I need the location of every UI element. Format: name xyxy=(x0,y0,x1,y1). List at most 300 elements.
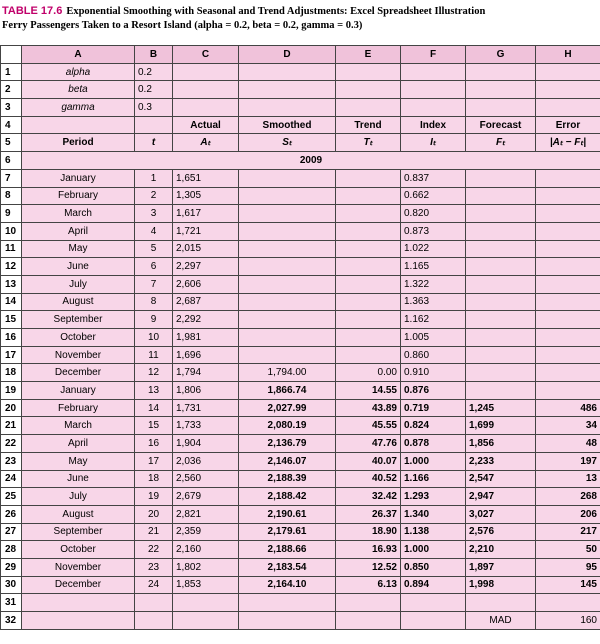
t-cell: 24 xyxy=(135,576,173,594)
t-cell: 8 xyxy=(135,293,173,311)
empty-cell xyxy=(173,612,239,630)
trend-cell: 43.89 xyxy=(336,399,401,417)
year-label: 2009 xyxy=(22,152,600,170)
table-row xyxy=(1,364,600,382)
empty-cell xyxy=(135,612,173,630)
row-number: 11 xyxy=(1,240,22,258)
empty-cell xyxy=(173,594,239,612)
forecast-cell xyxy=(466,329,536,347)
actual-header: Actual xyxy=(173,116,239,134)
index-cell: 1.340 xyxy=(401,505,466,523)
smoothed-cell: 2,188.66 xyxy=(239,541,336,559)
forecast-cell xyxy=(466,275,536,293)
column-letter: A xyxy=(22,46,135,64)
empty-cell xyxy=(239,612,336,630)
error-cell xyxy=(536,311,600,329)
trend-cell: 32.42 xyxy=(336,488,401,506)
forecast-cell: 1,856 xyxy=(466,435,536,453)
error-cell xyxy=(536,169,600,187)
spreadsheet xyxy=(0,45,600,630)
period-cell: January xyxy=(22,169,135,187)
period-cell: January xyxy=(22,382,135,400)
table-row xyxy=(1,523,600,541)
t-cell: 5 xyxy=(135,240,173,258)
row-number: 7 xyxy=(1,169,22,187)
empty-cell xyxy=(536,594,600,612)
table-row xyxy=(1,222,600,240)
period-cell: March xyxy=(22,205,135,223)
period-cell: August xyxy=(22,505,135,523)
caption-line-2 xyxy=(2,19,598,33)
row-number: 23 xyxy=(1,452,22,470)
actual-cell: 2,359 xyxy=(173,523,239,541)
row-number: 6 xyxy=(1,152,22,170)
smoothed-cell: 2,179.61 xyxy=(239,523,336,541)
row-number: 13 xyxy=(1,275,22,293)
table-row xyxy=(1,435,600,453)
column-letter: G xyxy=(466,46,536,64)
trend-cell: 14.55 xyxy=(336,382,401,400)
column-letter: D xyxy=(239,46,336,64)
period-cell: November xyxy=(22,558,135,576)
index-cell: 1.005 xyxy=(401,329,466,347)
row-number: 22 xyxy=(1,435,22,453)
table-row xyxy=(1,275,600,293)
forecast-header: Forecast xyxy=(466,116,536,134)
smoothed-cell xyxy=(239,275,336,293)
period-cell: February xyxy=(22,187,135,205)
trend-cell xyxy=(336,311,401,329)
row-number: 8 xyxy=(1,187,22,205)
smoothed-cell: 2,136.79 xyxy=(239,435,336,453)
trend-cell: 12.52 xyxy=(336,558,401,576)
param-name: gamma xyxy=(22,99,135,117)
forecast-cell xyxy=(466,205,536,223)
forecast-cell xyxy=(466,346,536,364)
smoothed-cell xyxy=(239,346,336,364)
t-cell: 18 xyxy=(135,470,173,488)
caption-line-1 xyxy=(2,4,598,19)
trend-cell: 18.90 xyxy=(336,523,401,541)
error-cell xyxy=(536,222,600,240)
row-number: 15 xyxy=(1,311,22,329)
row-number: 20 xyxy=(1,399,22,417)
index-cell: 0.837 xyxy=(401,169,466,187)
empty-cell xyxy=(401,63,466,81)
forecast-cell: 1,699 xyxy=(466,417,536,435)
param-row xyxy=(1,81,600,99)
empty-row xyxy=(1,594,600,612)
error-cell: 197 xyxy=(536,452,600,470)
table-row xyxy=(1,470,600,488)
error-cell xyxy=(536,275,600,293)
caption-title: Exponential Smoothing with Seasonal and Trend Adjustments: Excel Spreadsheet Illustration xyxy=(66,6,486,17)
smoothed-cell: 2,190.61 xyxy=(239,505,336,523)
error-cell xyxy=(536,258,600,276)
header-row-4 xyxy=(1,116,600,134)
t-cell: 9 xyxy=(135,311,173,329)
index-cell: 0.860 xyxy=(401,346,466,364)
row-number: 32 xyxy=(1,612,22,630)
row-number: 19 xyxy=(1,382,22,400)
index-symbol: Iₜ xyxy=(401,134,466,152)
empty-cell xyxy=(22,594,135,612)
t-cell: 12 xyxy=(135,364,173,382)
empty-cell xyxy=(466,594,536,612)
actual-cell: 2,687 xyxy=(173,293,239,311)
header-row-5 xyxy=(1,134,600,152)
period-cell: December xyxy=(22,576,135,594)
index-cell: 1.162 xyxy=(401,311,466,329)
forecast-cell xyxy=(466,258,536,276)
forecast-cell: 2,233 xyxy=(466,452,536,470)
empty-cell xyxy=(239,81,336,99)
t-cell: 3 xyxy=(135,205,173,223)
forecast-cell: 3,027 xyxy=(466,505,536,523)
index-cell: 0.662 xyxy=(401,187,466,205)
trend-cell xyxy=(336,169,401,187)
t-cell: 23 xyxy=(135,558,173,576)
trend-cell xyxy=(336,346,401,364)
table-row xyxy=(1,329,600,347)
t-cell: 4 xyxy=(135,222,173,240)
row-number: 24 xyxy=(1,470,22,488)
error-header: Error xyxy=(536,116,600,134)
empty-cell xyxy=(536,99,600,117)
row-number: 28 xyxy=(1,541,22,559)
period-cell: August xyxy=(22,293,135,311)
smoothed-cell xyxy=(239,311,336,329)
table-row xyxy=(1,576,600,594)
error-cell: 34 xyxy=(536,417,600,435)
period-cell: July xyxy=(22,488,135,506)
empty-cell xyxy=(173,99,239,117)
empty-cell xyxy=(22,116,135,134)
error-cell: 268 xyxy=(536,488,600,506)
actual-cell: 1,806 xyxy=(173,382,239,400)
forecast-cell xyxy=(466,240,536,258)
trend-cell xyxy=(336,205,401,223)
forecast-cell xyxy=(466,364,536,382)
index-cell: 0.876 xyxy=(401,382,466,400)
period-cell: May xyxy=(22,452,135,470)
caption-subtitle: Ferry Passengers Taken to a Resort Island (alpha = 0.2, beta = 0.2, gamma = 0.3) xyxy=(2,20,363,31)
period-cell: December xyxy=(22,364,135,382)
row-number: 27 xyxy=(1,523,22,541)
actual-cell: 1,802 xyxy=(173,558,239,576)
trend-cell: 0.00 xyxy=(336,364,401,382)
row-number: 1 xyxy=(1,63,22,81)
trend-cell xyxy=(336,329,401,347)
table-row xyxy=(1,258,600,276)
t-cell: 1 xyxy=(135,169,173,187)
error-cell: 206 xyxy=(536,505,600,523)
param-name: beta xyxy=(22,81,135,99)
actual-cell: 1,731 xyxy=(173,399,239,417)
forecast-cell xyxy=(466,382,536,400)
error-cell xyxy=(536,240,600,258)
empty-cell xyxy=(466,99,536,117)
empty-cell xyxy=(336,63,401,81)
forecast-cell: 2,547 xyxy=(466,470,536,488)
row-number: 12 xyxy=(1,258,22,276)
table-row xyxy=(1,205,600,223)
mad-value: 160 xyxy=(536,612,600,630)
period-cell: June xyxy=(22,258,135,276)
mad-label: MAD xyxy=(466,612,536,630)
error-symbol: |Aₜ − Fₜ| xyxy=(536,134,600,152)
index-cell: 0.719 xyxy=(401,399,466,417)
column-header-row xyxy=(1,46,600,64)
error-cell: 48 xyxy=(536,435,600,453)
t-header: t xyxy=(135,134,173,152)
period-cell: July xyxy=(22,275,135,293)
param-value: 0.3 xyxy=(135,99,173,117)
trend-cell: 16.93 xyxy=(336,541,401,559)
trend-cell: 47.76 xyxy=(336,435,401,453)
row-number: 3 xyxy=(1,99,22,117)
trend-cell xyxy=(336,240,401,258)
smoothed-cell xyxy=(239,187,336,205)
actual-cell: 2,160 xyxy=(173,541,239,559)
smoothed-cell: 1,866.74 xyxy=(239,382,336,400)
smoothed-cell xyxy=(239,222,336,240)
period-cell: February xyxy=(22,399,135,417)
forecast-cell: 1,245 xyxy=(466,399,536,417)
row-number: 16 xyxy=(1,329,22,347)
actual-cell: 2,015 xyxy=(173,240,239,258)
row-number: 10 xyxy=(1,222,22,240)
t-cell: 21 xyxy=(135,523,173,541)
forecast-symbol: Fₜ xyxy=(466,134,536,152)
trend-cell: 40.07 xyxy=(336,452,401,470)
t-cell: 19 xyxy=(135,488,173,506)
smoothed-cell: 2,164.10 xyxy=(239,576,336,594)
mad-row xyxy=(1,612,600,630)
error-cell: 486 xyxy=(536,399,600,417)
forecast-cell: 2,947 xyxy=(466,488,536,506)
row-number: 30 xyxy=(1,576,22,594)
smoothed-cell: 2,188.39 xyxy=(239,470,336,488)
trend-cell: 6.13 xyxy=(336,576,401,594)
error-cell: 217 xyxy=(536,523,600,541)
error-cell xyxy=(536,382,600,400)
period-cell: October xyxy=(22,541,135,559)
year-row xyxy=(1,152,600,170)
param-row xyxy=(1,99,600,117)
actual-cell: 2,606 xyxy=(173,275,239,293)
row-number: 21 xyxy=(1,417,22,435)
forecast-cell xyxy=(466,187,536,205)
period-cell: April xyxy=(22,222,135,240)
index-cell: 1.293 xyxy=(401,488,466,506)
t-cell: 14 xyxy=(135,399,173,417)
table-row xyxy=(1,240,600,258)
period-cell: November xyxy=(22,346,135,364)
error-cell xyxy=(536,293,600,311)
row-number: 31 xyxy=(1,594,22,612)
table-row xyxy=(1,399,600,417)
empty-cell xyxy=(401,594,466,612)
actual-cell: 1,721 xyxy=(173,222,239,240)
t-cell: 10 xyxy=(135,329,173,347)
trend-header: Trend xyxy=(336,116,401,134)
column-letter: C xyxy=(173,46,239,64)
corner-cell xyxy=(1,46,22,64)
row-number: 26 xyxy=(1,505,22,523)
index-cell: 1.166 xyxy=(401,470,466,488)
smoothed-symbol: Sₜ xyxy=(239,134,336,152)
trend-cell: 40.52 xyxy=(336,470,401,488)
actual-cell: 2,821 xyxy=(173,505,239,523)
t-cell: 15 xyxy=(135,417,173,435)
param-name: alpha xyxy=(22,63,135,81)
error-cell: 145 xyxy=(536,576,600,594)
t-cell: 7 xyxy=(135,275,173,293)
index-cell: 1.322 xyxy=(401,275,466,293)
smoothed-cell: 2,027.99 xyxy=(239,399,336,417)
t-cell: 20 xyxy=(135,505,173,523)
row-number: 14 xyxy=(1,293,22,311)
table-row xyxy=(1,488,600,506)
forecast-cell: 1,998 xyxy=(466,576,536,594)
empty-cell xyxy=(536,81,600,99)
actual-cell: 2,036 xyxy=(173,452,239,470)
smoothed-cell xyxy=(239,240,336,258)
actual-cell: 1,794 xyxy=(173,364,239,382)
empty-cell xyxy=(401,81,466,99)
table-row xyxy=(1,558,600,576)
smoothed-cell xyxy=(239,205,336,223)
forecast-cell: 2,576 xyxy=(466,523,536,541)
row-number: 9 xyxy=(1,205,22,223)
index-cell: 1.138 xyxy=(401,523,466,541)
t-cell: 2 xyxy=(135,187,173,205)
index-cell: 1.363 xyxy=(401,293,466,311)
table-row xyxy=(1,187,600,205)
table-row xyxy=(1,505,600,523)
error-cell: 95 xyxy=(536,558,600,576)
actual-cell: 1,981 xyxy=(173,329,239,347)
actual-cell: 1,733 xyxy=(173,417,239,435)
row-number: 5 xyxy=(1,134,22,152)
actual-cell: 2,560 xyxy=(173,470,239,488)
table-number: TABLE 17.6 xyxy=(2,5,63,17)
period-header: Period xyxy=(22,134,135,152)
t-cell: 16 xyxy=(135,435,173,453)
forecast-cell xyxy=(466,222,536,240)
empty-cell xyxy=(135,116,173,134)
index-header: Index xyxy=(401,116,466,134)
actual-cell: 1,853 xyxy=(173,576,239,594)
smoothed-cell xyxy=(239,329,336,347)
error-cell xyxy=(536,346,600,364)
empty-cell xyxy=(401,612,466,630)
trend-cell: 45.55 xyxy=(336,417,401,435)
index-cell: 0.873 xyxy=(401,222,466,240)
error-cell: 50 xyxy=(536,541,600,559)
table-row xyxy=(1,311,600,329)
table-row xyxy=(1,293,600,311)
empty-cell xyxy=(336,612,401,630)
index-cell: 0.894 xyxy=(401,576,466,594)
row-number: 4 xyxy=(1,116,22,134)
actual-cell: 1,305 xyxy=(173,187,239,205)
empty-cell xyxy=(135,594,173,612)
period-cell: March xyxy=(22,417,135,435)
empty-cell xyxy=(336,81,401,99)
smoothed-header: Smoothed xyxy=(239,116,336,134)
t-cell: 13 xyxy=(135,382,173,400)
t-cell: 22 xyxy=(135,541,173,559)
period-cell: April xyxy=(22,435,135,453)
period-cell: May xyxy=(22,240,135,258)
smoothed-cell: 2,080.19 xyxy=(239,417,336,435)
actual-cell: 1,617 xyxy=(173,205,239,223)
smoothed-cell xyxy=(239,169,336,187)
param-row xyxy=(1,63,600,81)
table-row xyxy=(1,541,600,559)
trend-cell xyxy=(336,275,401,293)
actual-cell: 1,651 xyxy=(173,169,239,187)
column-letter: B xyxy=(135,46,173,64)
row-number: 17 xyxy=(1,346,22,364)
index-cell: 0.824 xyxy=(401,417,466,435)
table-row xyxy=(1,346,600,364)
index-cell: 0.820 xyxy=(401,205,466,223)
actual-cell: 1,696 xyxy=(173,346,239,364)
empty-cell xyxy=(173,63,239,81)
smoothed-cell: 2,146.07 xyxy=(239,452,336,470)
empty-cell xyxy=(466,63,536,81)
column-letter: F xyxy=(401,46,466,64)
forecast-cell xyxy=(466,293,536,311)
empty-cell xyxy=(239,99,336,117)
row-number: 25 xyxy=(1,488,22,506)
index-cell: 1.022 xyxy=(401,240,466,258)
trend-symbol: Tₜ xyxy=(336,134,401,152)
param-value: 0.2 xyxy=(135,81,173,99)
forecast-cell: 2,210 xyxy=(466,541,536,559)
t-cell: 11 xyxy=(135,346,173,364)
row-number: 2 xyxy=(1,81,22,99)
index-cell: 0.878 xyxy=(401,435,466,453)
forecast-cell xyxy=(466,169,536,187)
period-cell: September xyxy=(22,523,135,541)
error-cell xyxy=(536,205,600,223)
empty-cell xyxy=(466,81,536,99)
empty-cell xyxy=(401,99,466,117)
table-row xyxy=(1,417,600,435)
row-number: 18 xyxy=(1,364,22,382)
period-cell: September xyxy=(22,311,135,329)
table-row xyxy=(1,169,600,187)
error-cell xyxy=(536,364,600,382)
index-cell: 0.850 xyxy=(401,558,466,576)
smoothed-cell: 1,794.00 xyxy=(239,364,336,382)
smoothed-cell: 2,183.54 xyxy=(239,558,336,576)
trend-cell: 26.37 xyxy=(336,505,401,523)
empty-cell xyxy=(239,63,336,81)
t-cell: 6 xyxy=(135,258,173,276)
actual-cell: 2,679 xyxy=(173,488,239,506)
empty-cell xyxy=(173,81,239,99)
trend-cell xyxy=(336,187,401,205)
error-cell: 13 xyxy=(536,470,600,488)
table-row xyxy=(1,452,600,470)
column-letter: H xyxy=(536,46,600,64)
empty-cell xyxy=(336,594,401,612)
